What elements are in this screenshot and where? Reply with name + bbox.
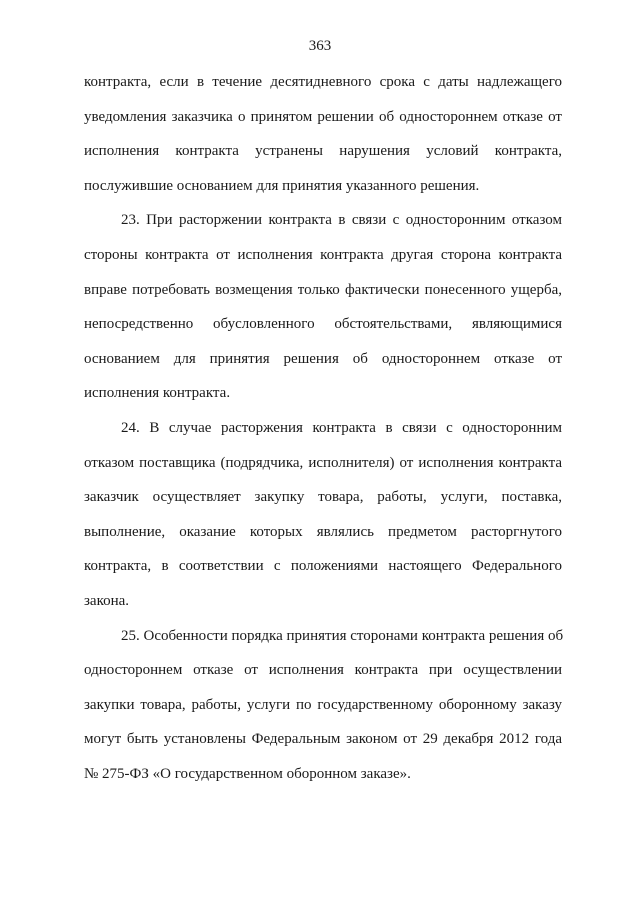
text-line: выполнение, оказание которых являлись предметом расторгнутого — [84, 523, 562, 540]
text-line: исполнения контракта устранены нарушения условий контракта, — [84, 143, 562, 160]
text-line: контракта, если в течение десятидневного срока с даты надлежащего — [84, 74, 562, 90]
text-line: послужившие основанием для принятия указанного решения. — [84, 177, 480, 194]
text-line: закупки товара, работы, услуги по государственному оборонному заказу — [84, 696, 562, 713]
text-line: одностороннем отказе от исполнения контракта при осуществлении — [84, 662, 562, 679]
paragraph-first-line: 23. При расторжении контракта в связи с односторонним отказом — [121, 212, 562, 229]
text-line: стороны контракта от исполнения контракта другая сторона контракта — [84, 246, 562, 263]
text-line: отказом поставщика (подрядчика, исполнителя) от исполнения контракта — [84, 454, 562, 471]
text-line: могут быть установлены Федеральным законом от 29 декабря 2012 года — [84, 731, 562, 748]
document-body — [84, 72, 562, 798]
text-line: вправе потребовать возмещения только фактически понесенного ущерба, — [84, 281, 562, 298]
paragraph-first-line: 24. В случае расторжения контракта в связи с односторонним — [121, 419, 562, 436]
page-number: 363 — [308, 38, 332, 54]
text-line: заказчик осуществляет закупку товара, работы, услуги, поставка, — [84, 489, 562, 506]
text-line: № 275-ФЗ «О государственном оборонном заказе». — [84, 765, 411, 782]
text-line: непосредственно обусловленного обстоятельствами, являющимися — [84, 316, 562, 333]
text-line: закона. — [84, 592, 130, 609]
paragraph-first-line: 25. Особенности порядка принятия сторонами контракта решения об — [121, 627, 564, 644]
text-line: основанием для принятия решения об одностороннем отказе от — [84, 350, 562, 367]
text-line: уведомления заказчика о принятом решении об одностороннем отказе от — [84, 108, 562, 125]
text-line: исполнения контракта. — [84, 385, 231, 402]
text-line: контракта, в соответствии с положениями настоящего Федерального — [84, 558, 562, 575]
